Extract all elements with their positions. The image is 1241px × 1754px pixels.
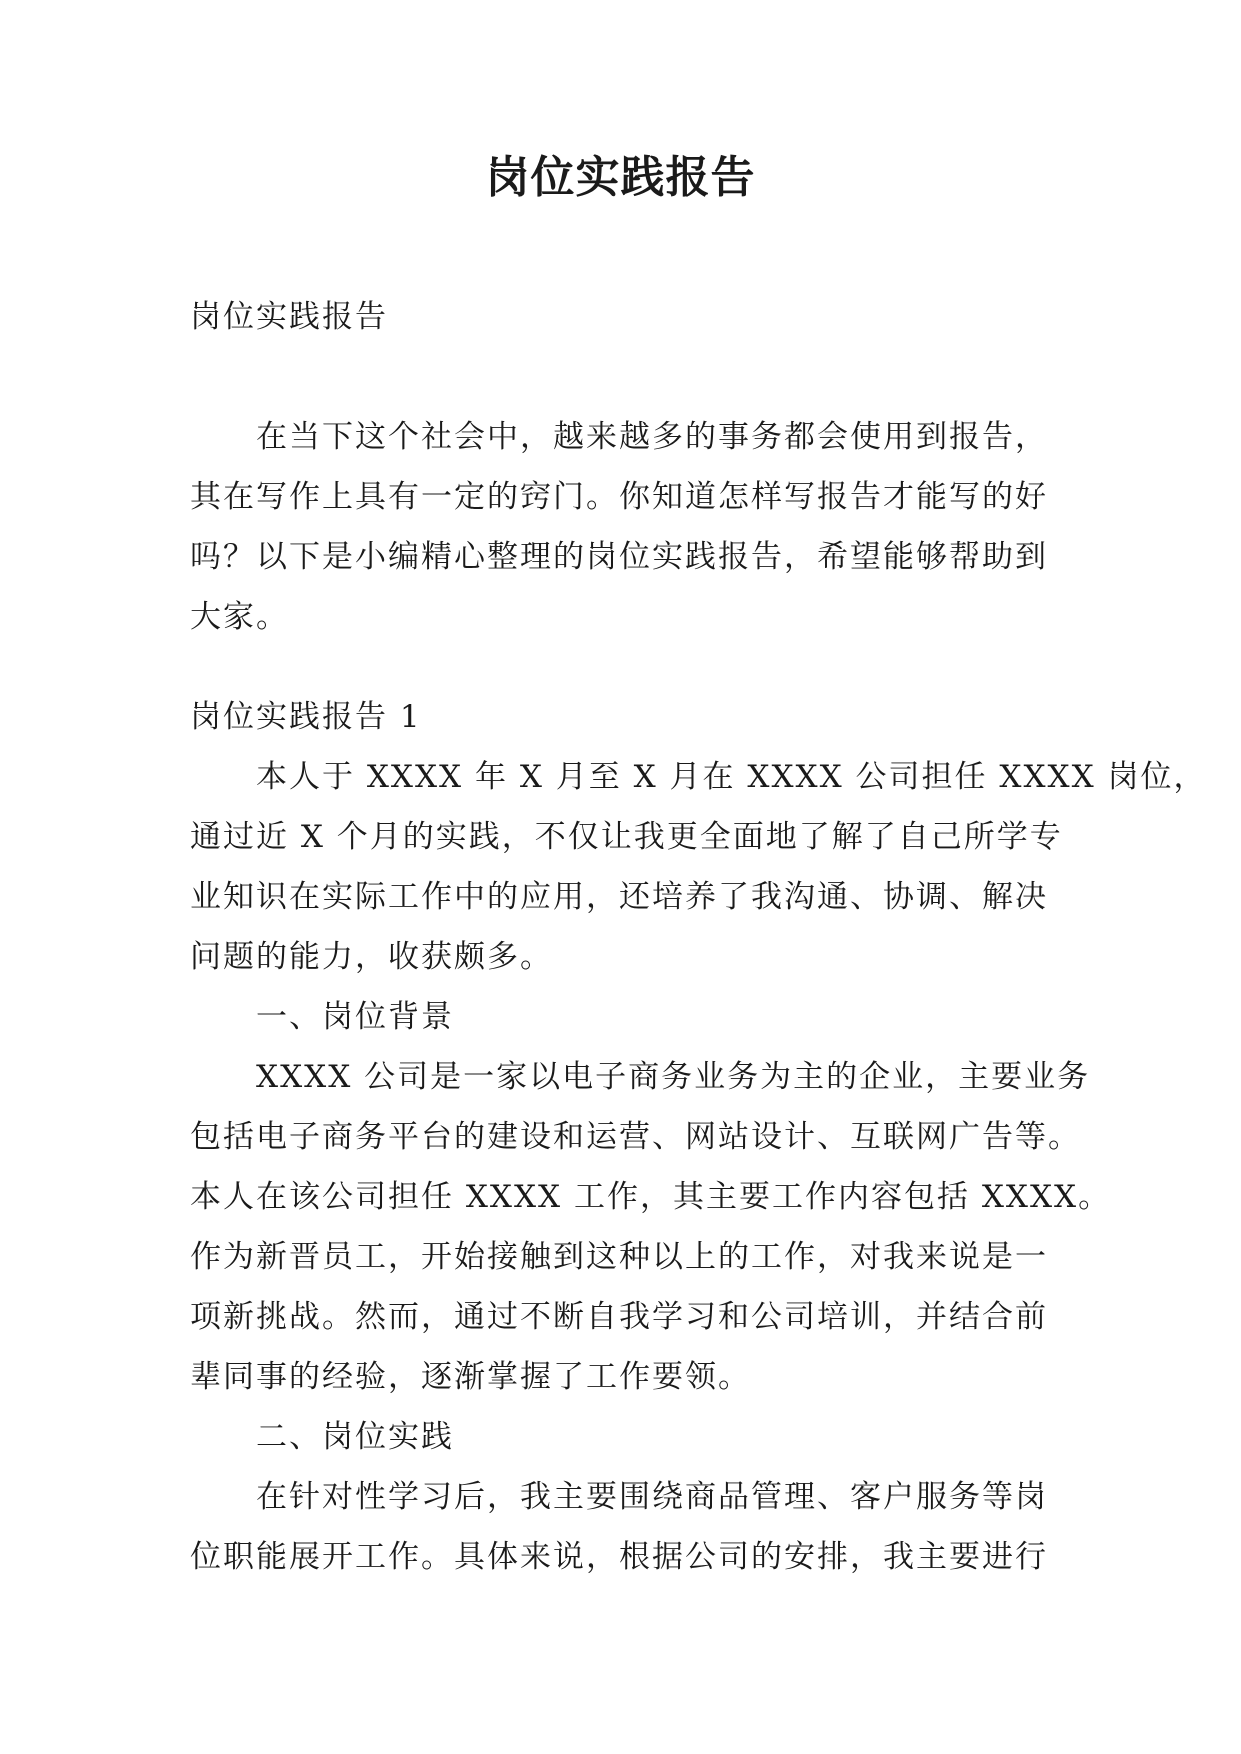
intro-line: 在当下这个社会中，越来越多的事务都会使用到报告， xyxy=(256,419,1048,455)
intro-line: 吗？以下是小编精心整理的岗位实践报告，希望能够帮助到 xyxy=(190,539,1048,575)
subsection-heading-background: 一、岗位背景 xyxy=(256,999,454,1035)
body-line: 在针对性学习后，我主要围绕商品管理、客户服务等岗 xyxy=(256,1479,1048,1515)
body-line: 辈同事的经验，逐渐掌握了工作要领。 xyxy=(190,1359,751,1395)
intro-line: 其在写作上具有一定的窍门。你知道怎样写报告才能写的好 xyxy=(190,479,1048,515)
body-line: 本人在该公司担任 XXXX 工作，其主要工作内容包括 XXXX。 xyxy=(190,1179,1112,1215)
body-line: 包括电子商务平台的建设和运营、网站设计、互联网广告等。 xyxy=(190,1119,1081,1155)
body-line: 作为新晋员工，开始接触到这种以上的工作，对我来说是一 xyxy=(190,1239,1048,1275)
body-line: 通过近 X 个月的实践，不仅让我更全面地了解了自己所学专 xyxy=(190,819,1063,855)
body-line: 业知识在实际工作中的应用，还培养了我沟通、协调、解决 xyxy=(190,879,1048,915)
body-line: 问题的能力，收获颇多。 xyxy=(190,939,553,975)
document-subtitle: 岗位实践报告 xyxy=(190,299,388,335)
report-section xyxy=(190,687,1207,1587)
body-line: 本人于 XXXX 年 X 月至 X 月在 XXXX 公司担任 XXXX 岗位， xyxy=(256,759,1207,795)
intro-line: 大家。 xyxy=(190,599,289,635)
body-line: 项新挑战。然而，通过不断自我学习和公司培训，并结合前 xyxy=(190,1299,1048,1335)
body-line: 位职能展开工作。具体来说，根据公司的安排，我主要进行 xyxy=(190,1539,1048,1575)
subsection-heading-practice: 二、岗位实践 xyxy=(256,1419,454,1455)
body-line: XXXX 公司是一家以电子商务业务为主的企业，主要业务 xyxy=(256,1059,1091,1095)
document-title: 岗位实践报告 xyxy=(485,152,756,203)
document-subtitle-block xyxy=(190,287,1052,347)
intro-paragraph xyxy=(190,407,1052,647)
section-heading: 岗位实践报告 1 xyxy=(190,699,422,735)
